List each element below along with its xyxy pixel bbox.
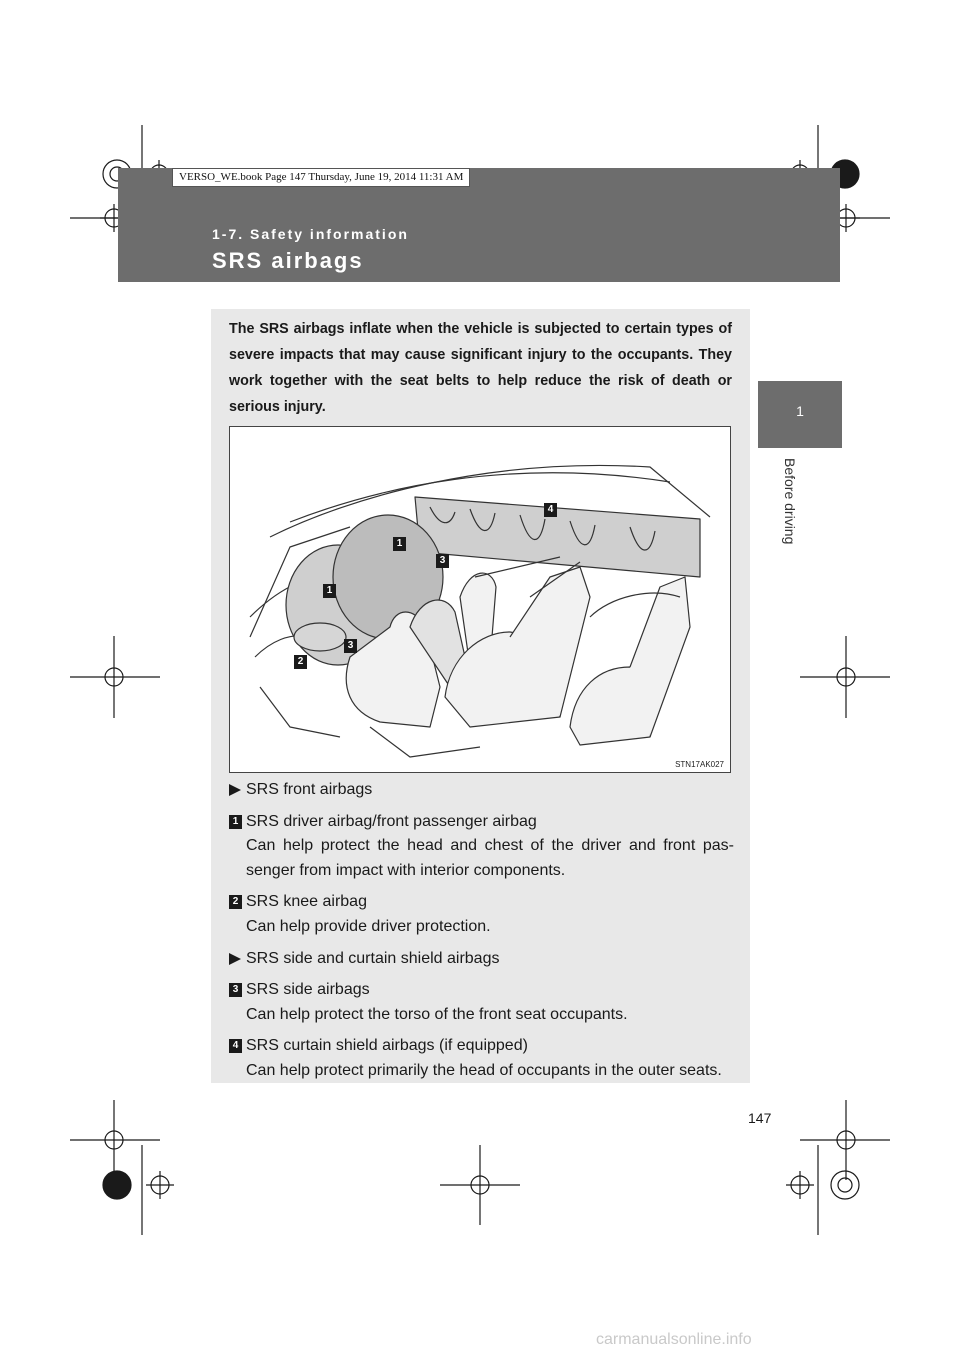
list-item	[229, 978, 734, 1027]
item-title: SRS curtain shield airbags (if equipped)	[246, 1037, 528, 1055]
page-number: 147	[748, 1110, 772, 1126]
item-title: SRS side airbags	[246, 981, 370, 999]
heading-text: SRS front airbags	[246, 781, 373, 798]
callout-1-driver: 1	[323, 584, 336, 598]
list-item	[229, 1034, 734, 1083]
watermark: carmanualsonline.info	[596, 1331, 752, 1348]
item-description: Can help protect primarily the head of occupants in the outer seats.	[246, 1061, 722, 1079]
item-description: Can help protect the torso of the front seat occupants.	[246, 1005, 628, 1023]
triangle-bullet-icon	[229, 784, 241, 796]
side-airbags-heading	[229, 947, 734, 972]
callout-4-curtain: 4	[544, 503, 557, 517]
front-airbags-heading	[229, 778, 734, 803]
airbag-illustration	[229, 426, 731, 773]
car-interior-drawing	[230, 427, 730, 772]
list-item	[229, 890, 734, 939]
list-item	[229, 810, 734, 884]
figure-code: STN17AK027	[675, 760, 724, 769]
section-label: 1-7. Safety information	[212, 226, 409, 242]
number-badge: 1	[229, 815, 242, 829]
number-badge: 2	[229, 895, 242, 909]
intro-paragraph: The SRS airbags inflate when the vehicle is subjected to certain types of severe impacts that may cause significant injury to the occupants. They work together with the seat belts to help reduce the risk of death or serious injury.	[229, 321, 732, 415]
callout-1-passenger: 1	[393, 537, 406, 551]
number-badge: 3	[229, 983, 242, 997]
chapter-tab	[758, 381, 842, 448]
item-description: Can help provide driver protection.	[246, 917, 491, 935]
item-title: SRS knee airbag	[246, 893, 367, 911]
item-description: Can help protect the head and chest of the driver and front pas-senger from impact with interior components.	[246, 837, 734, 879]
callout-3-passenger: 3	[436, 554, 449, 568]
callout-3-driver: 3	[344, 639, 357, 653]
heading-text: SRS side and curtain shield airbags	[246, 949, 500, 967]
callout-2-knee: 2	[294, 655, 307, 669]
number-badge: 4	[229, 1039, 242, 1053]
airbag-list	[229, 778, 734, 1084]
page-title: SRS airbags	[212, 248, 364, 273]
item-title: SRS driver airbag/front passenger airbag	[246, 812, 537, 830]
chapter-number: 1	[796, 403, 804, 419]
chapter-label: Before driving	[782, 458, 798, 545]
triangle-bullet-icon	[229, 953, 241, 965]
book-stamp: VERSO_WE.book Page 147 Thursday, June 19, 2014 11:31 AM	[172, 168, 470, 187]
